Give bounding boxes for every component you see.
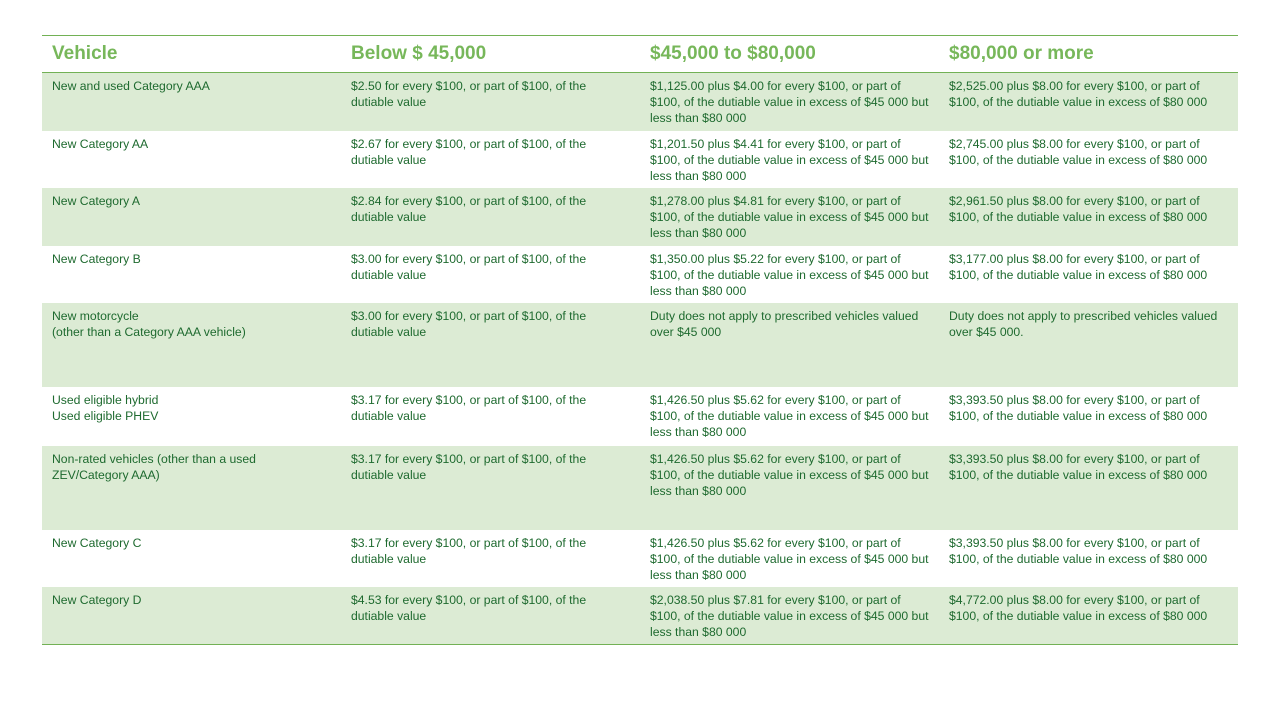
cell-below-45000: $2.84 for every $100, or part of $100, of the dutiable value: [341, 188, 640, 246]
cell-vehicle: New Category B: [52, 252, 141, 266]
header-45000-to-80000: $45,000 to $80,000: [640, 36, 939, 73]
cell-45000-to-80000: $1,426.50 plus $5.62 for every $100, or part of $100, of the dutiable value in excess of $45 000 but less than $80 000: [650, 536, 929, 582]
cell-45000-to-80000: $1,125.00 plus $4.00 for every $100, or part of $100, of the dutiable value in excess of $45 000 but less than $80 000: [640, 73, 939, 132]
cell-45000-to-80000: $1,426.50 plus $5.62 for every $100, or part of $100, of the dutiable value in excess of $45 000 but less than $80 000: [640, 446, 939, 530]
header-80000-or-more: $80,000 or more: [939, 36, 1238, 73]
cell-vehicle: New and used Category AAA: [42, 73, 341, 132]
table-row: [42, 131, 1238, 188]
cell-45000-to-80000: $1,201.50 plus $4.41 for every $100, or part of $100, of the dutiable value in excess of $45 000 but less than $80 000: [650, 137, 929, 183]
table-row: [42, 303, 1238, 387]
cell-below-45000: $3.17 for every $100, or part of $100, of the dutiable value: [351, 393, 587, 423]
duty-rates-table: [42, 35, 1238, 645]
duty-rates-table-container: [42, 35, 1238, 645]
cell-45000-to-80000: $1,426.50 plus $5.62 for every $100, or part of $100, of the dutiable value in excess of $45 000 but less than $80 000: [650, 393, 929, 439]
cell-45000-to-80000: $1,278.00 plus $4.81 for every $100, or part of $100, of the dutiable value in excess of $45 000 but less than $80 000: [640, 188, 939, 246]
cell-vehicle: New Category D: [42, 587, 341, 645]
table-row: [42, 446, 1238, 530]
cell-vehicle: Used eligible hybrid Used eligible PHEV: [52, 393, 159, 423]
table-row: [42, 73, 1238, 132]
cell-45000-to-80000: $1,350.00 plus $5.22 for every $100, or part of $100, of the dutiable value in excess of $45 000 but less than $80 000: [650, 252, 929, 298]
cell-below-45000: $4.53 for every $100, or part of $100, of the dutiable value: [341, 587, 640, 645]
cell-below-45000: $3.00 for every $100, or part of $100, of the dutiable value: [351, 252, 587, 282]
table-header-row: [42, 36, 1238, 73]
cell-below-45000: $3.17 for every $100, or part of $100, of the dutiable value: [341, 446, 640, 530]
cell-below-45000: $3.17 for every $100, or part of $100, of the dutiable value: [351, 536, 587, 566]
table-row: [42, 587, 1238, 645]
cell-vehicle: New Category C: [52, 536, 142, 550]
cell-80000-or-more: $4,772.00 plus $8.00 for every $100, or part of $100, of the dutiable value in excess of $80 000: [939, 587, 1238, 645]
cell-80000-or-more: $3,393.50 plus $8.00 for every $100, or part of $100, of the dutiable value in excess of $80 000: [939, 446, 1238, 530]
cell-80000-or-more: $3,393.50 plus $8.00 for every $100, or part of $100, of the dutiable value in excess of $80 000: [949, 536, 1208, 566]
cell-80000-or-more: $2,961.50 plus $8.00 for every $100, or part of $100, of the dutiable value in excess of $80 000: [939, 188, 1238, 246]
table-row: [42, 387, 1238, 446]
cell-80000-or-more: $2,525.00 plus $8.00 for every $100, or part of $100, of the dutiable value in excess of $80 000: [939, 73, 1238, 132]
table-row: [42, 188, 1238, 246]
cell-vehicle: Non-rated vehicles (other than a used ZEV/Category AAA): [42, 446, 341, 530]
cell-vehicle: New motorcycle (other than a Category AAA vehicle): [42, 303, 341, 387]
cell-below-45000: $3.00 for every $100, or part of $100, of the dutiable value: [341, 303, 640, 387]
cell-80000-or-more: $2,745.00 plus $8.00 for every $100, or part of $100, of the dutiable value in excess of $80 000: [949, 137, 1208, 167]
cell-80000-or-more: $3,177.00 plus $8.00 for every $100, or part of $100, of the dutiable value in excess of $80 000: [949, 252, 1208, 282]
cell-45000-to-80000: Duty does not apply to prescribed vehicles valued over $45 000: [640, 303, 939, 387]
cell-45000-to-80000: $2,038.50 plus $7.81 for every $100, or part of $100, of the dutiable value in excess of $45 000 but less than $80 000: [640, 587, 939, 645]
table-row: [42, 530, 1238, 587]
cell-80000-or-more: Duty does not apply to prescribed vehicles valued over $45 000.: [939, 303, 1238, 387]
cell-vehicle: New Category AA: [52, 137, 149, 151]
cell-below-45000: $2.50 for every $100, or part of $100, of the dutiable value: [341, 73, 640, 132]
cell-below-45000: $2.67 for every $100, or part of $100, of the dutiable value: [351, 137, 587, 167]
table-row: [42, 246, 1238, 303]
cell-vehicle: New Category A: [42, 188, 341, 246]
cell-80000-or-more: $3,393.50 plus $8.00 for every $100, or part of $100, of the dutiable value in excess of $80 000: [949, 393, 1208, 423]
header-below-45000: Below $ 45,000: [341, 36, 640, 73]
header-vehicle: Vehicle: [42, 36, 341, 73]
